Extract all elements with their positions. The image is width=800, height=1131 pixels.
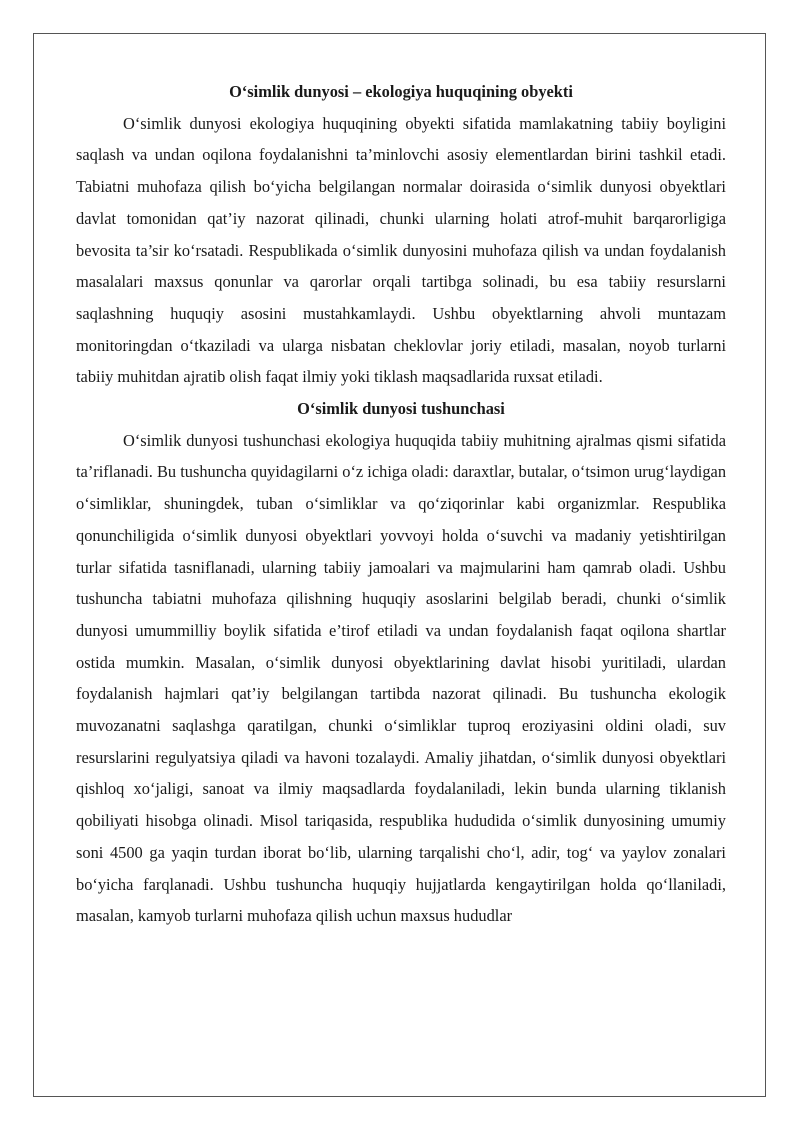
section-heading-1: O‘simlik dunyosi – ekologiya huquqining obyekti (229, 82, 573, 101)
section-heading-2: O‘simlik dunyosi tushunchasi (297, 399, 505, 419)
section-paragraph-1: O‘simlik dunyosi ekologiya huquqining obyekti sifatida mamlakatning tabiiy boyligini saqlash va undan oqilona foydalanishni ta’minlovchi asosiy elementlardan birini tashkil etadi. Tabiatni muhofaza qilish bo‘yicha belgilangan normalar doirasida o‘simlik dunyosi obyektlari davlat tomonidan qat’iy nazorat qilinadi, chunki ularning holati atrof-muhit barqarorligiga bevosita ta’sir ko‘rsatadi. Respublikada o‘simlik dunyosini muhofaza qilish va undan foydalanish masalalari maxsus qonunlar va qarorlar orqali tartibga solinadi, bu esa tabiiy resurslarni saqlashning huquqiy asosini mustahkamlaydi. Ushbu obyektlarning ahvoli muntazam monitoringdan o‘tkaziladi va ularga nisbatan cheklovlar joriy etiladi, masalan, noyob turlarni tabiiy muhitdan ajratib olish faqat ilmiy yoki tiklash maqsadlarida ruxsat etiladi. (76, 113, 726, 387)
document-body (76, 76, 726, 932)
section-paragraph-2: O‘simlik dunyosi tushunchasi ekologiya huquqida tabiiy muhitning ajralmas qismi sifatida ta’riflanadi. Bu tushuncha quyidagilarni o‘z ichiga oladi: daraxtlar, butalar, o‘tsimon urug‘laydigan o‘simliklar, shuningdek, tuban o‘simliklar va qo‘ziqorinlar kabi organizmlar. Respublika qonunchiligida o‘simlik dunyosi obyektlari yovvoyi holda o‘suvchi va madaniy yetishtirilgan turlar sifatida tasniflanadi, ularning tabiiy jamoalari va majmularini ham qamrab oladi. Ushbu tushuncha tabiatni muhofaza qilishning huquqiy asoslarini belgilab beradi, chunki o‘simlik dunyosi umummilliy boylik sifatida e’tirof etiladi va undan foydalanish faqat oqilona shartlar ostida mumkin. Masalan, o‘simlik dunyosi obyektlarining davlat hisobi yuritiladi, ulardan foydalanish hajmlari qat’iy belgilangan tartibda nazorat qilinadi. Bu tushuncha ekologik muvozanatni saqlashga qaratilgan, chunki o‘simliklar tuproq eroziyasini oldini oladi, suv resurslarini regulyatsiya qiladi va havoni tozalaydi. Amaliy jihatdan, o‘simlik dunyosi obyektlari qishloq xo‘jaligi, sanoat va ilmiy maqsadlarda foydalaniladi, lekin bunda ularning tiklanish qobiliyati hisobga olinadi. Misol tariqasida, respublika hududida o‘simlik dunyosining umumiy soni 4500 ga yaqin turdan iborat bo‘lib, ularning tarqalishi cho‘l, adir, tog‘ va yaylov zonalari bo‘yicha farqlanadi. Ushbu tushuncha huquqiy hujjatlarda kengaytirilgan holda qo‘llaniladi, masalan, kamyob turlarni muhofaza qilish uchun maxsus hududlar (76, 430, 727, 926)
page-frame (33, 33, 766, 1097)
